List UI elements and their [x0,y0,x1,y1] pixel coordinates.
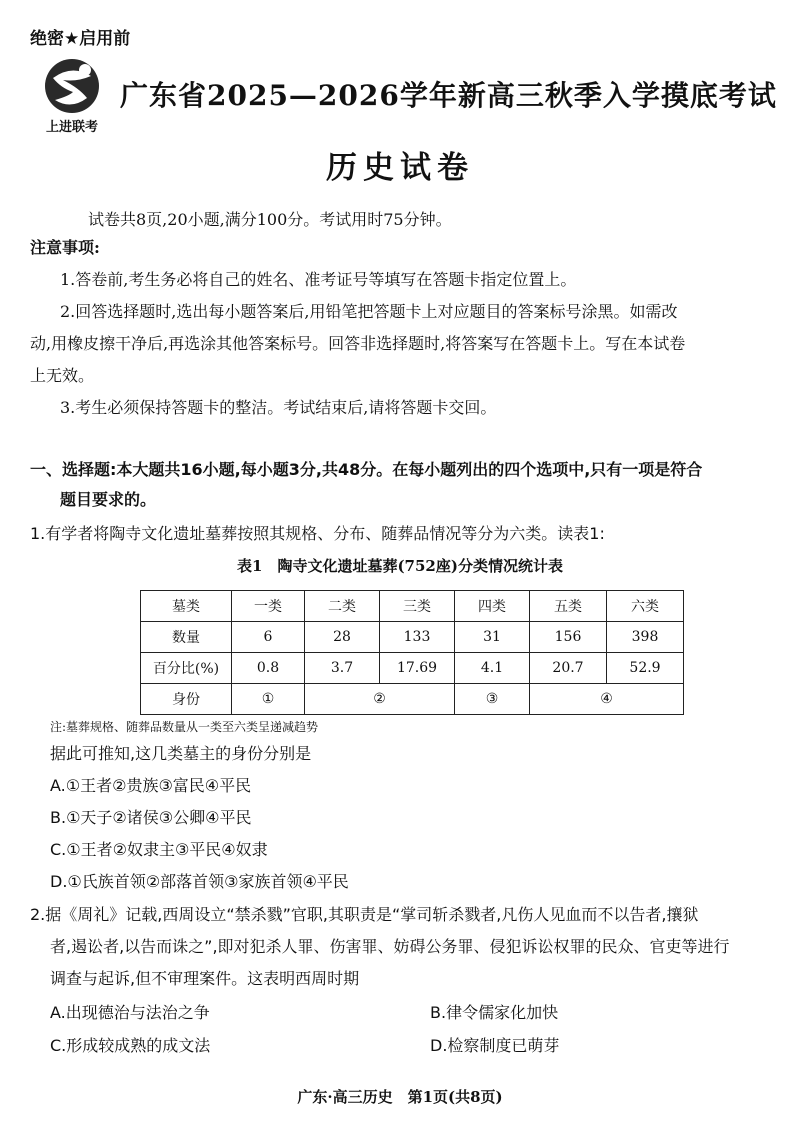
table-cell: ① [232,684,305,715]
table-row [141,684,684,715]
table-cell: 六类 [607,591,684,622]
logo-text: 上进联考 [45,120,98,135]
table-row [141,622,684,653]
confidential-label: 绝密★启用前 [30,29,131,49]
table-cell: 52.9 [607,653,684,684]
table-cell: ③ [455,684,530,715]
exam-summary: 试卷共8页,20小题,满分100分。考试用时75分钟。 [88,210,452,229]
question-1-option-c: C.①王者②奴隶主③平民④奴隶 [50,840,268,859]
question-2-option-c: C.形成较成熟的成文法 [50,1036,211,1055]
notice-item-2-line3: 上无效。 [30,366,95,385]
question-1-option-a: A.①王者②贵族③富民④平民 [50,776,252,795]
table-cell: 156 [530,622,607,653]
page-footer: 广东·高三历史 第1页(共8页) [297,1088,503,1106]
table-cell: 398 [607,622,684,653]
table-row [141,591,684,622]
table-cell: 一类 [232,591,305,622]
table-cell: 数量 [141,622,232,653]
question-2-option-b: B.律令儒家化加快 [430,1003,559,1022]
question-1-option-b: B.①天子②诸侯③公卿④平民 [50,808,252,827]
table-cell: 3.7 [305,653,380,684]
table-cell: 133 [380,622,455,653]
table-cell: 四类 [455,591,530,622]
table-cell: 28 [305,622,380,653]
notice-item-1: 1.答卷前,考生务必将自己的姓名、准考证号等填写在答题卡指定位置上。 [60,270,577,289]
question-2-option-a: A.出现德治与法治之争 [50,1003,210,1022]
notice-item-2-line1: 2.回答选择题时,选出每小题答案后,用铅笔把答题卡上对应题目的答案标号涂黑。如需改 [60,302,678,321]
notice-item-2-line2: 动,用橡皮擦干净后,再选涂其他答案标号。回答非选择题时,将答案写在答题卡上。写在本试卷 [30,334,686,353]
table-cell: 20.7 [530,653,607,684]
notice-heading: 注意事项: [30,238,100,257]
table-cell: 17.69 [380,653,455,684]
question-2-stem-line3: 调查与起诉,但不审理案件。这表明西周时期 [50,969,360,988]
exam-title: 广东省2025—2026学年新高三秋季入学摸底考试 [120,79,777,112]
question-1-stem: 1.有学者将陶寺文化遗址墓葬按照其规格、分布、随葬品情况等分为六类。读表1: [30,524,605,543]
table-cell: 墓类 [141,591,232,622]
notice-item-3: 3.考生必须保持答题卡的整洁。考试结束后,请将答题卡交回。 [60,398,497,417]
tomb-statistics-table [140,590,684,715]
section-heading-line2: 题目要求的。 [60,490,157,509]
table-cell: 五类 [530,591,607,622]
question-1-option-d: D.①氏族首领②部落首领③家族首领④平民 [50,872,349,891]
question-2-stem-line1: 2.据《周礼》记载,西周设立“禁杀戮”官职,其职责是“掌司斩杀戮者,凡伤人见血而不以告者,攘狱 [30,905,699,924]
subject-title: 历史试卷 [326,150,474,186]
table-cell: ④ [530,684,684,715]
logo-icon [33,56,111,116]
question-2-stem-line2: 者,遏讼者,以告而诛之”,即对犯杀人罪、伤害罪、妨碍公务罪、侵犯诉讼权罪的民众、官吏等进行 [50,937,730,956]
table-note: 注:墓葬规格、随葬品数量从一类至六类呈递减趋势 [50,720,319,734]
table-cell: 三类 [380,591,455,622]
table-caption: 表1 陶寺文化遗址墓葬(752座)分类情况统计表 [237,557,563,575]
question-1-prompt: 据此可推知,这几类墓主的身份分别是 [50,744,312,763]
table-cell: 6 [232,622,305,653]
table-cell: ② [305,684,455,715]
table-cell: 0.8 [232,653,305,684]
section-heading-line1: 一、选择题:本大题共16小题,每小题3分,共48分。在每小题列出的四个选项中,只有一项是符合 [30,460,703,479]
table-cell: 百分比(%) [141,653,232,684]
table-cell: 二类 [305,591,380,622]
table-cell: 身份 [141,684,232,715]
table-cell: 4.1 [455,653,530,684]
exam-logo [33,56,111,136]
table-row [141,653,684,684]
table-cell: 31 [455,622,530,653]
question-2-option-d: D.检察制度已萌芽 [430,1036,560,1055]
